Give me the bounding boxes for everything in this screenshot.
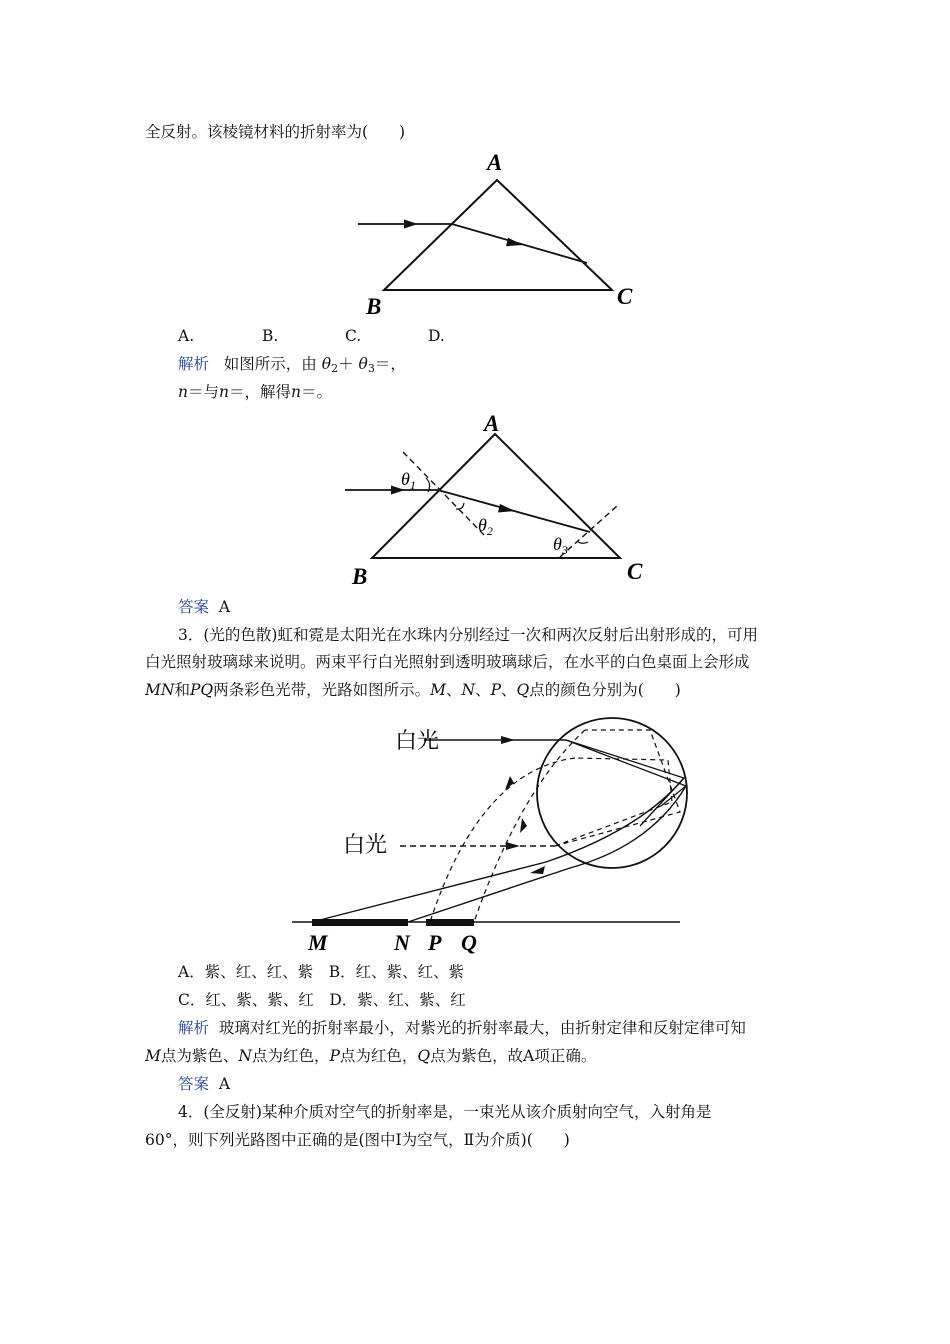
q3-analysis-label: 解析 <box>178 1019 210 1037</box>
q3-an-t2: 点为红色， <box>251 1047 330 1065</box>
q3-option-line1: A．紫、红、红、紫 B．红、紫、红、紫 <box>178 963 465 981</box>
q3-an-t4: 点为紫色，故A项正确。 <box>430 1047 597 1065</box>
q2-answer-label: 答案 <box>178 598 210 616</box>
band-pq <box>426 919 474 926</box>
q3-an-t1: 点为紫色、 <box>160 1047 239 1065</box>
q3-n: N <box>461 681 476 699</box>
q3-analysis-line1 <box>178 1018 746 1038</box>
q2-analysis-text-a: 如图所示，由 <box>223 355 317 373</box>
internal-ray-dashed-2 <box>555 730 680 846</box>
q2-answer: A <box>218 598 231 616</box>
white-light-arrow-1 <box>501 736 515 744</box>
q3-line3-t2: 两条彩色光带，光路如图所示。 <box>213 681 431 699</box>
q2-theta3: θ <box>358 355 368 373</box>
q4-line1: 4．(全反射)某种介质对空气的折射率是，一束光从该介质射向空气，入射角是 <box>178 1103 712 1121</box>
white-light-label-2: 白光 <box>343 833 388 858</box>
white-light-label-1: 白光 <box>395 729 440 754</box>
q2-theta3-sub: 3 <box>367 362 375 375</box>
q3-an-m: M <box>145 1047 161 1065</box>
label-q: Q <box>461 930 477 955</box>
theta3-label: $\theta_3$ <box>553 534 568 557</box>
q2-stem-tail: 全反射。该棱镜材料的折射率为( ) <box>145 123 406 141</box>
exit-arrow-1 <box>530 866 545 874</box>
q3-mn: MN <box>145 681 175 699</box>
q3-sep3: 、 <box>501 681 517 699</box>
q3-answer-label: 答案 <box>178 1075 210 1093</box>
white-light-arrow-2 <box>506 842 520 850</box>
band-mn <box>312 919 408 926</box>
q2-theta2-sub: 2 <box>331 362 339 375</box>
q2-analysis-line2-t3: ＝。 <box>300 383 332 401</box>
q2-theta2: θ <box>321 355 332 373</box>
q2-n2: n <box>219 383 229 401</box>
q2-option-b: B. <box>262 327 279 345</box>
prism2-label-b: B <box>352 564 368 589</box>
q3-option-line2: C．红、紫、紫、红 D．紫、红、紫、红 <box>178 991 466 1009</box>
theta2-label: $\theta_2$ <box>478 515 493 538</box>
q3-line3-t3: 点的颜色分别为( ) <box>529 681 681 699</box>
theta1-label: $\theta_1$ <box>401 469 416 492</box>
prism-label-a: A <box>487 150 503 175</box>
q2-n3: n <box>291 383 301 401</box>
q3-line2: 白光照射玻璃球来说明。两束平行白光照射到透明玻璃球后，在水平的白色桌面上会形成 <box>145 653 750 671</box>
q3-pq: PQ <box>189 681 214 699</box>
q3-sep2: 、 <box>475 681 491 699</box>
prism2-label-c: C <box>627 559 643 584</box>
q3-line3-t1: 和 <box>174 681 190 699</box>
q3-an-p: P <box>329 1047 340 1065</box>
q2-option-a: A. <box>178 327 195 345</box>
q2-n1: n <box>178 383 188 401</box>
label-n: N <box>394 930 410 955</box>
q2-analysis-line2-t1: ＝与 <box>187 383 219 401</box>
q3-p: P <box>490 681 502 699</box>
label-m: M <box>308 930 328 955</box>
q3-q: Q <box>516 681 530 699</box>
q3-an-q: Q <box>417 1047 431 1065</box>
q3-an-t3: 点为红色， <box>339 1047 418 1065</box>
q3-an-n: N <box>238 1047 252 1065</box>
q3-answer: A <box>218 1075 231 1093</box>
q3-line1: 3．(光的色散)虹和霓是太阳光在水珠内分别经过一次和两次反射后出射形成的，可用 <box>178 626 758 644</box>
dashed-arrow-2 <box>520 818 527 833</box>
q2-option-c: C. <box>345 327 362 345</box>
q2-option-d: D. <box>428 327 445 345</box>
label-p: P <box>428 930 442 955</box>
q3-sep1: 、 <box>445 681 462 699</box>
q3-analysis-line2 <box>145 1046 596 1066</box>
q3-analysis-text: 玻璃对红光的折射率最小，对紫光的折射率最大，由折射定律和反射定律可知 <box>218 1019 746 1037</box>
q4-line2: 60°，则下列光路图中正确的是(图中Ⅰ为空气，Ⅱ为介质)( ) <box>145 1131 570 1149</box>
q2-analysis-label: 解析 <box>178 355 210 373</box>
prism2-label-a: A <box>484 411 500 436</box>
q3-m: M <box>430 681 446 699</box>
q2-plus: ＋ <box>338 355 354 373</box>
q3-answer-line <box>178 1074 230 1094</box>
prism-label-c: C <box>617 284 633 309</box>
q2-analysis-line2-t2: ＝，解得 <box>228 383 291 401</box>
exit-ray-dashed-2 <box>474 730 585 922</box>
prism-label-b: B <box>366 294 382 319</box>
exit-ray-solid-2 <box>408 786 686 922</box>
q2-analysis-text-b: ＝， <box>374 355 406 373</box>
